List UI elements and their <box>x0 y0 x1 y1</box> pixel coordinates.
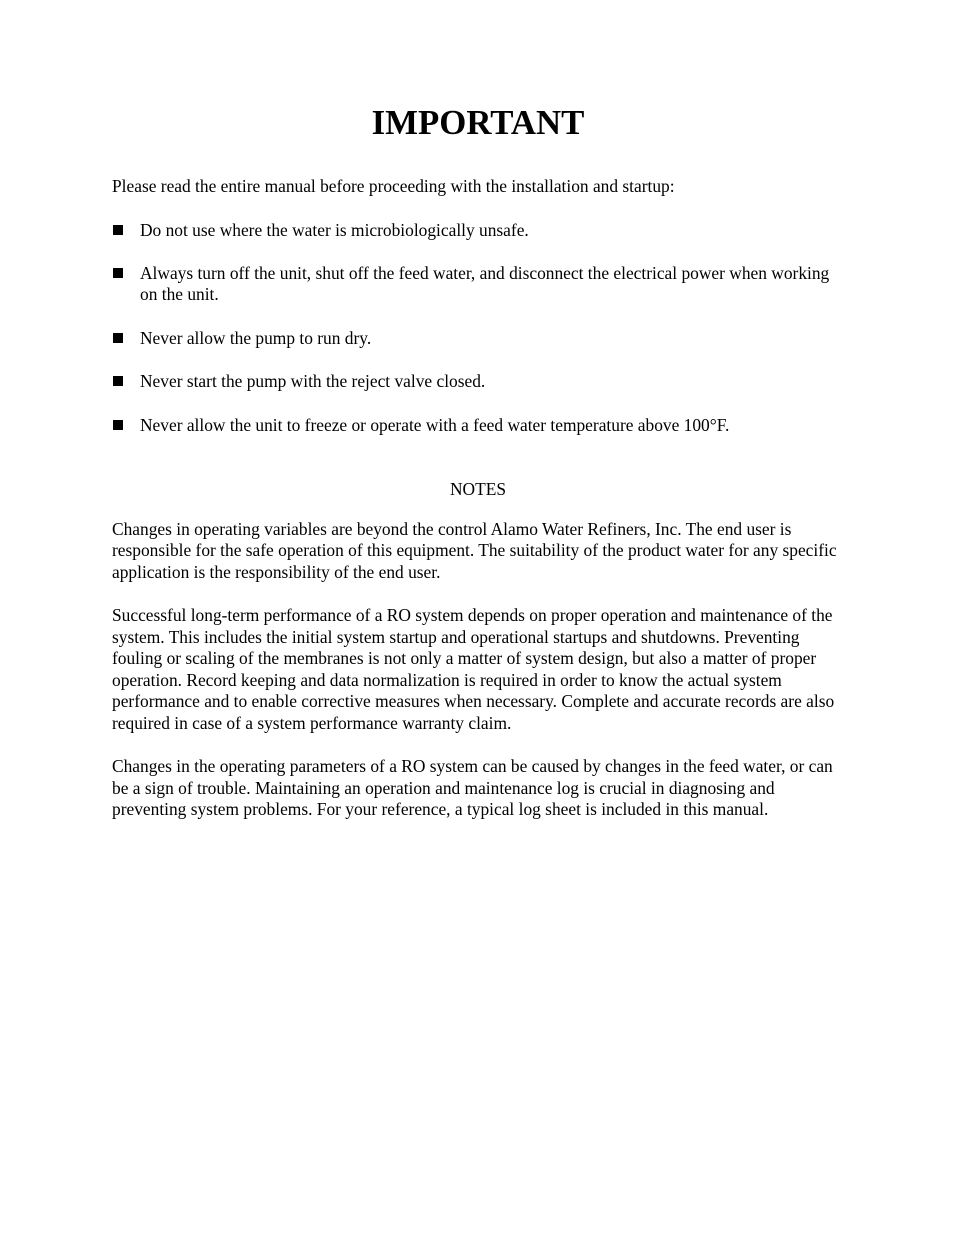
square-bullet-icon <box>113 333 123 343</box>
intro-text: Please read the entire manual before proceeding with the installation and startup: <box>112 176 675 196</box>
warning-item <box>112 328 844 350</box>
square-bullet-icon <box>113 376 123 386</box>
important-heading: IMPORTANT <box>371 103 585 142</box>
notes-heading: NOTES <box>449 478 507 499</box>
warning-text: Never allow the unit to freeze or operate with a feed water temperature above 100°F. <box>140 415 730 436</box>
notes-paragraph: Changes in operating variables are beyond the control Alamo Water Refiners, Inc. The end user is responsible for the safe operation of this equipment. The suitability of the product water for any specific application is the responsibility of the end user. <box>112 518 837 582</box>
warning-text: Always turn off the unit, shut off the feed water, and disconnect the electrical power when working on the unit. <box>140 262 830 305</box>
warning-item <box>112 263 844 306</box>
warning-item <box>112 220 844 242</box>
warning-text: Do not use where the water is microbiologically unsafe. <box>140 219 529 240</box>
warning-text: Never allow the pump to run dry. <box>140 327 372 348</box>
warning-list <box>112 220 844 437</box>
square-bullet-icon <box>113 225 123 235</box>
square-bullet-icon <box>113 268 123 278</box>
notes-paragraph: Successful long-term performance of a RO system depends on proper operation and maintenance of the system. This includes the initial system startup and operational startups and shutdowns. Preventing fouling or scaling of the membranes is not only a matter of system design, but also a matter of proper operation. Record keeping and data normalization is required in order to know the actual system performance and to enable corrective measures when necessary. Complete and accurate records are also required in case of a system performance warranty claim. <box>112 604 835 733</box>
warning-text: Never start the pump with the reject valve closed. <box>140 370 486 391</box>
warning-item <box>112 415 844 437</box>
document-page <box>112 103 844 821</box>
warning-item <box>112 371 844 393</box>
notes-paragraph: Changes in the operating parameters of a RO system can be caused by changes in the feed water, or can be a sign of trouble. Maintaining an operation and maintenance log is crucial in diagnosing and preventing system problems. For your reference, a typical log sheet is included in this manual. <box>112 756 833 820</box>
square-bullet-icon <box>113 420 123 430</box>
